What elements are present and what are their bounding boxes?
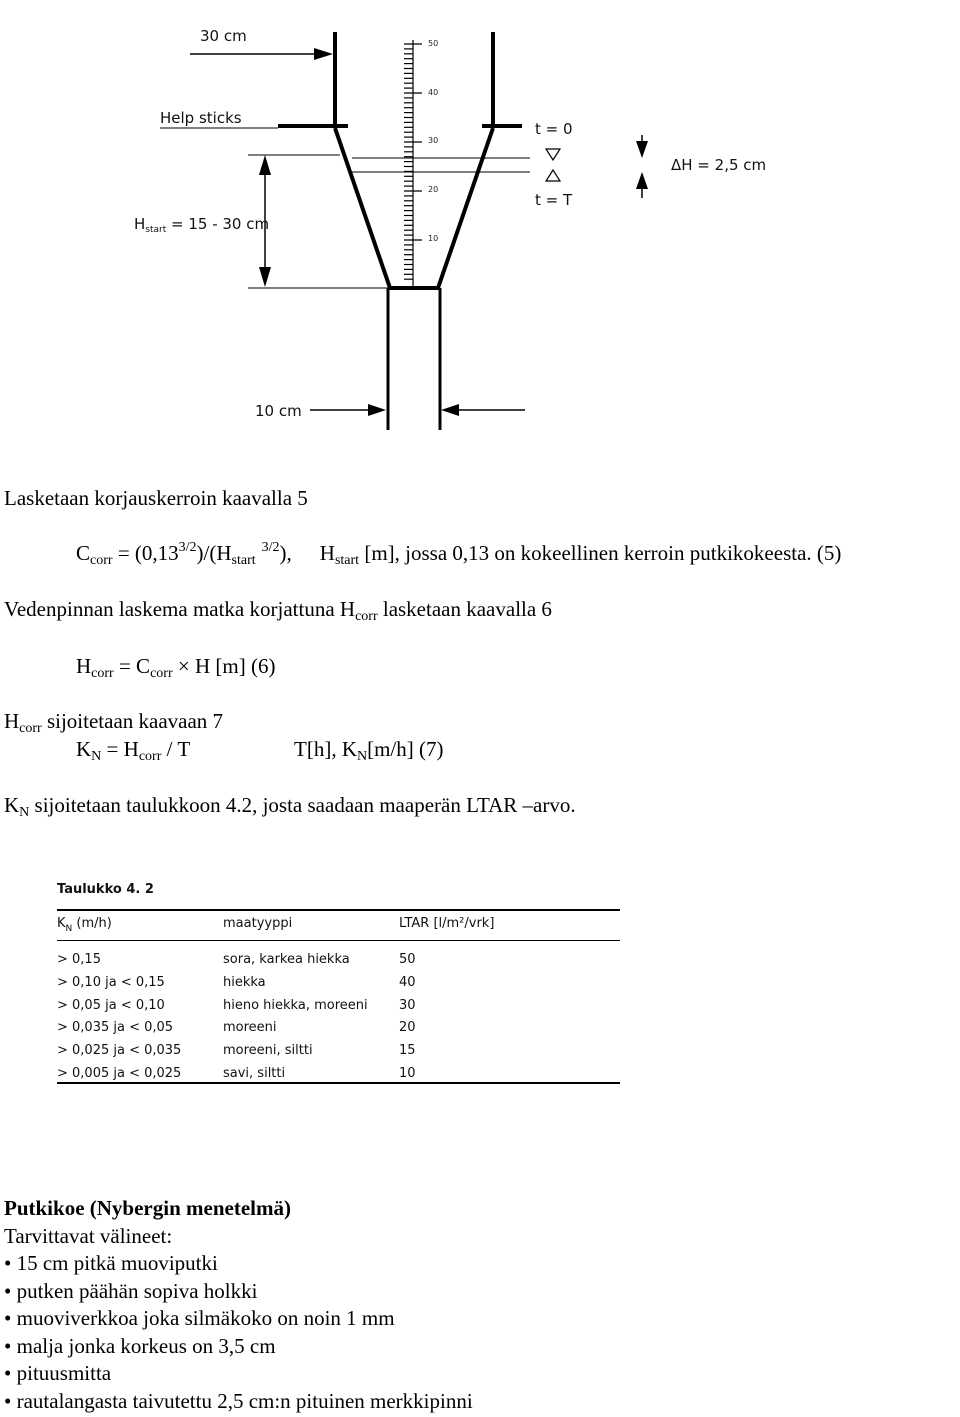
formula-7-units: T[h], $K_N[m/h]$ (7) [294, 737, 444, 764]
kn-range-cell: > 0,10 ja < 0,15 [57, 974, 165, 990]
ltar-table [57, 882, 622, 1092]
table-row [57, 998, 657, 1020]
scale-label-50: 50 [428, 39, 439, 48]
soil-type-cell: hiekka [223, 974, 266, 990]
soil-type-cell: moreeni [223, 1020, 277, 1036]
table-top-rule [57, 909, 620, 911]
ltar-value-cell: 40 [399, 974, 416, 990]
kn-range-cell: > 0,025 ja < 0,035 [57, 1043, 182, 1059]
header-soil-type: maatyyppi [223, 916, 293, 931]
ltar-value-cell: 30 [399, 997, 416, 1013]
kn-range-cell: > 0,15 [57, 952, 101, 967]
line-corrected-distance: Vedenpinnan laskema matka korjattuna $H_{corr}$ lasketaan kaavalla 6 [4, 597, 552, 624]
equipment-list [4, 1250, 473, 1416]
kn-range-cell: > 0,005 ja < 0,025 [57, 1066, 182, 1081]
list-item: • muoviverkkoa joka silmäkoko on noin 1 mm [4, 1306, 395, 1331]
kn-range-cell: > 0,05 ja < 0,10 [57, 997, 165, 1013]
ltar-value-cell: 50 [399, 952, 416, 967]
kn-range-cell: > 0,035 ja < 0,05 [57, 1020, 174, 1036]
table-row [57, 1043, 657, 1065]
scale-labels [428, 39, 438, 243]
formula-7: $K_N = H_{corr} / T$ [76, 737, 191, 764]
table-title: Taulukko 4. 2 [57, 882, 154, 897]
top-width-label: 30 cm [200, 27, 247, 45]
delta-h-label: ΔH = 2,5 cm [671, 156, 767, 174]
soil-type-cell: moreeni, siltti [223, 1043, 313, 1059]
list-item: • pituusmitta [4, 1361, 112, 1386]
header-ltar: LTAR [l/m²/vrk] [399, 916, 495, 931]
formula-5: $C_{corr} = (0,13^{3/2})/(H_{start}^{3/2})$, $H_{start}$ [m], jossa 0,13 on kokeellinen kerroin putkikokeesta. (5) [76, 540, 842, 568]
formula-6: $H_{corr} = C_{corr} \times H$ [m] (6) [76, 654, 276, 681]
ltar-value-cell: 10 [399, 1066, 416, 1081]
bottom-width-label: 10 cm [255, 402, 302, 420]
list-item: • putken päähän sopiva holkki [4, 1278, 258, 1303]
t0-level-marker [546, 149, 560, 160]
table-row [57, 975, 657, 997]
t0-label: t = 0 [535, 120, 573, 138]
ltar-value-cell: 20 [399, 1020, 416, 1036]
scale-label-30: 30 [428, 136, 439, 145]
list-item: • 15 cm pitkä muoviputki [4, 1251, 218, 1275]
scale-label-20: 20 [428, 185, 439, 194]
tT-level-marker [546, 170, 560, 181]
soil-type-cell: hieno hiekka, moreeni [223, 997, 368, 1013]
ltar-value-cell: 15 [399, 1043, 416, 1059]
soil-type-cell: savi, siltti [223, 1066, 286, 1081]
scale-label-10: 10 [428, 234, 439, 243]
scale-label-40: 40 [428, 88, 439, 97]
table-row [57, 1020, 657, 1042]
bottom-arrows [310, 404, 525, 416]
line-substitute-hcorr: $H_{corr}$ sijoitetaan kaavaan 7 [4, 709, 224, 736]
intro-line: Lasketaan korjauskerroin kaavalla 5 [4, 486, 308, 510]
top-arrow-left [190, 48, 333, 60]
table-bottom-rule [57, 1082, 620, 1084]
section-heading: Putkikoe (Nybergin menetelmä) [4, 1196, 291, 1220]
delta-h-arrows [636, 135, 648, 198]
section-subheading: Tarvittavat välineet: [4, 1224, 173, 1248]
header-kn: $K_N$ (m/h) [57, 916, 112, 934]
help-sticks-label: Help sticks [160, 109, 242, 127]
list-item: • rautalangasta taivutettu 2,5 cm:n pituinen merkkipinni [4, 1388, 473, 1413]
tT-label: t = T [535, 191, 573, 209]
hstart-label: $H_{start} = 15 - 30$ cm [134, 215, 270, 235]
list-item: • malja jonka korkeus on 3,5 cm [4, 1333, 276, 1358]
line-substitute-kn: $K_N$ sijoitetaan taulukkoon 4.2, josta saadaan maaperän LTAR –arvo. [4, 793, 576, 820]
table-header-rule [57, 940, 620, 941]
test-pit-diagram [0, 0, 960, 450]
table-row [57, 952, 657, 974]
soil-type-cell: sora, karkea hiekka [223, 952, 350, 967]
table-row [57, 1066, 657, 1088]
table-header-row [57, 916, 657, 938]
